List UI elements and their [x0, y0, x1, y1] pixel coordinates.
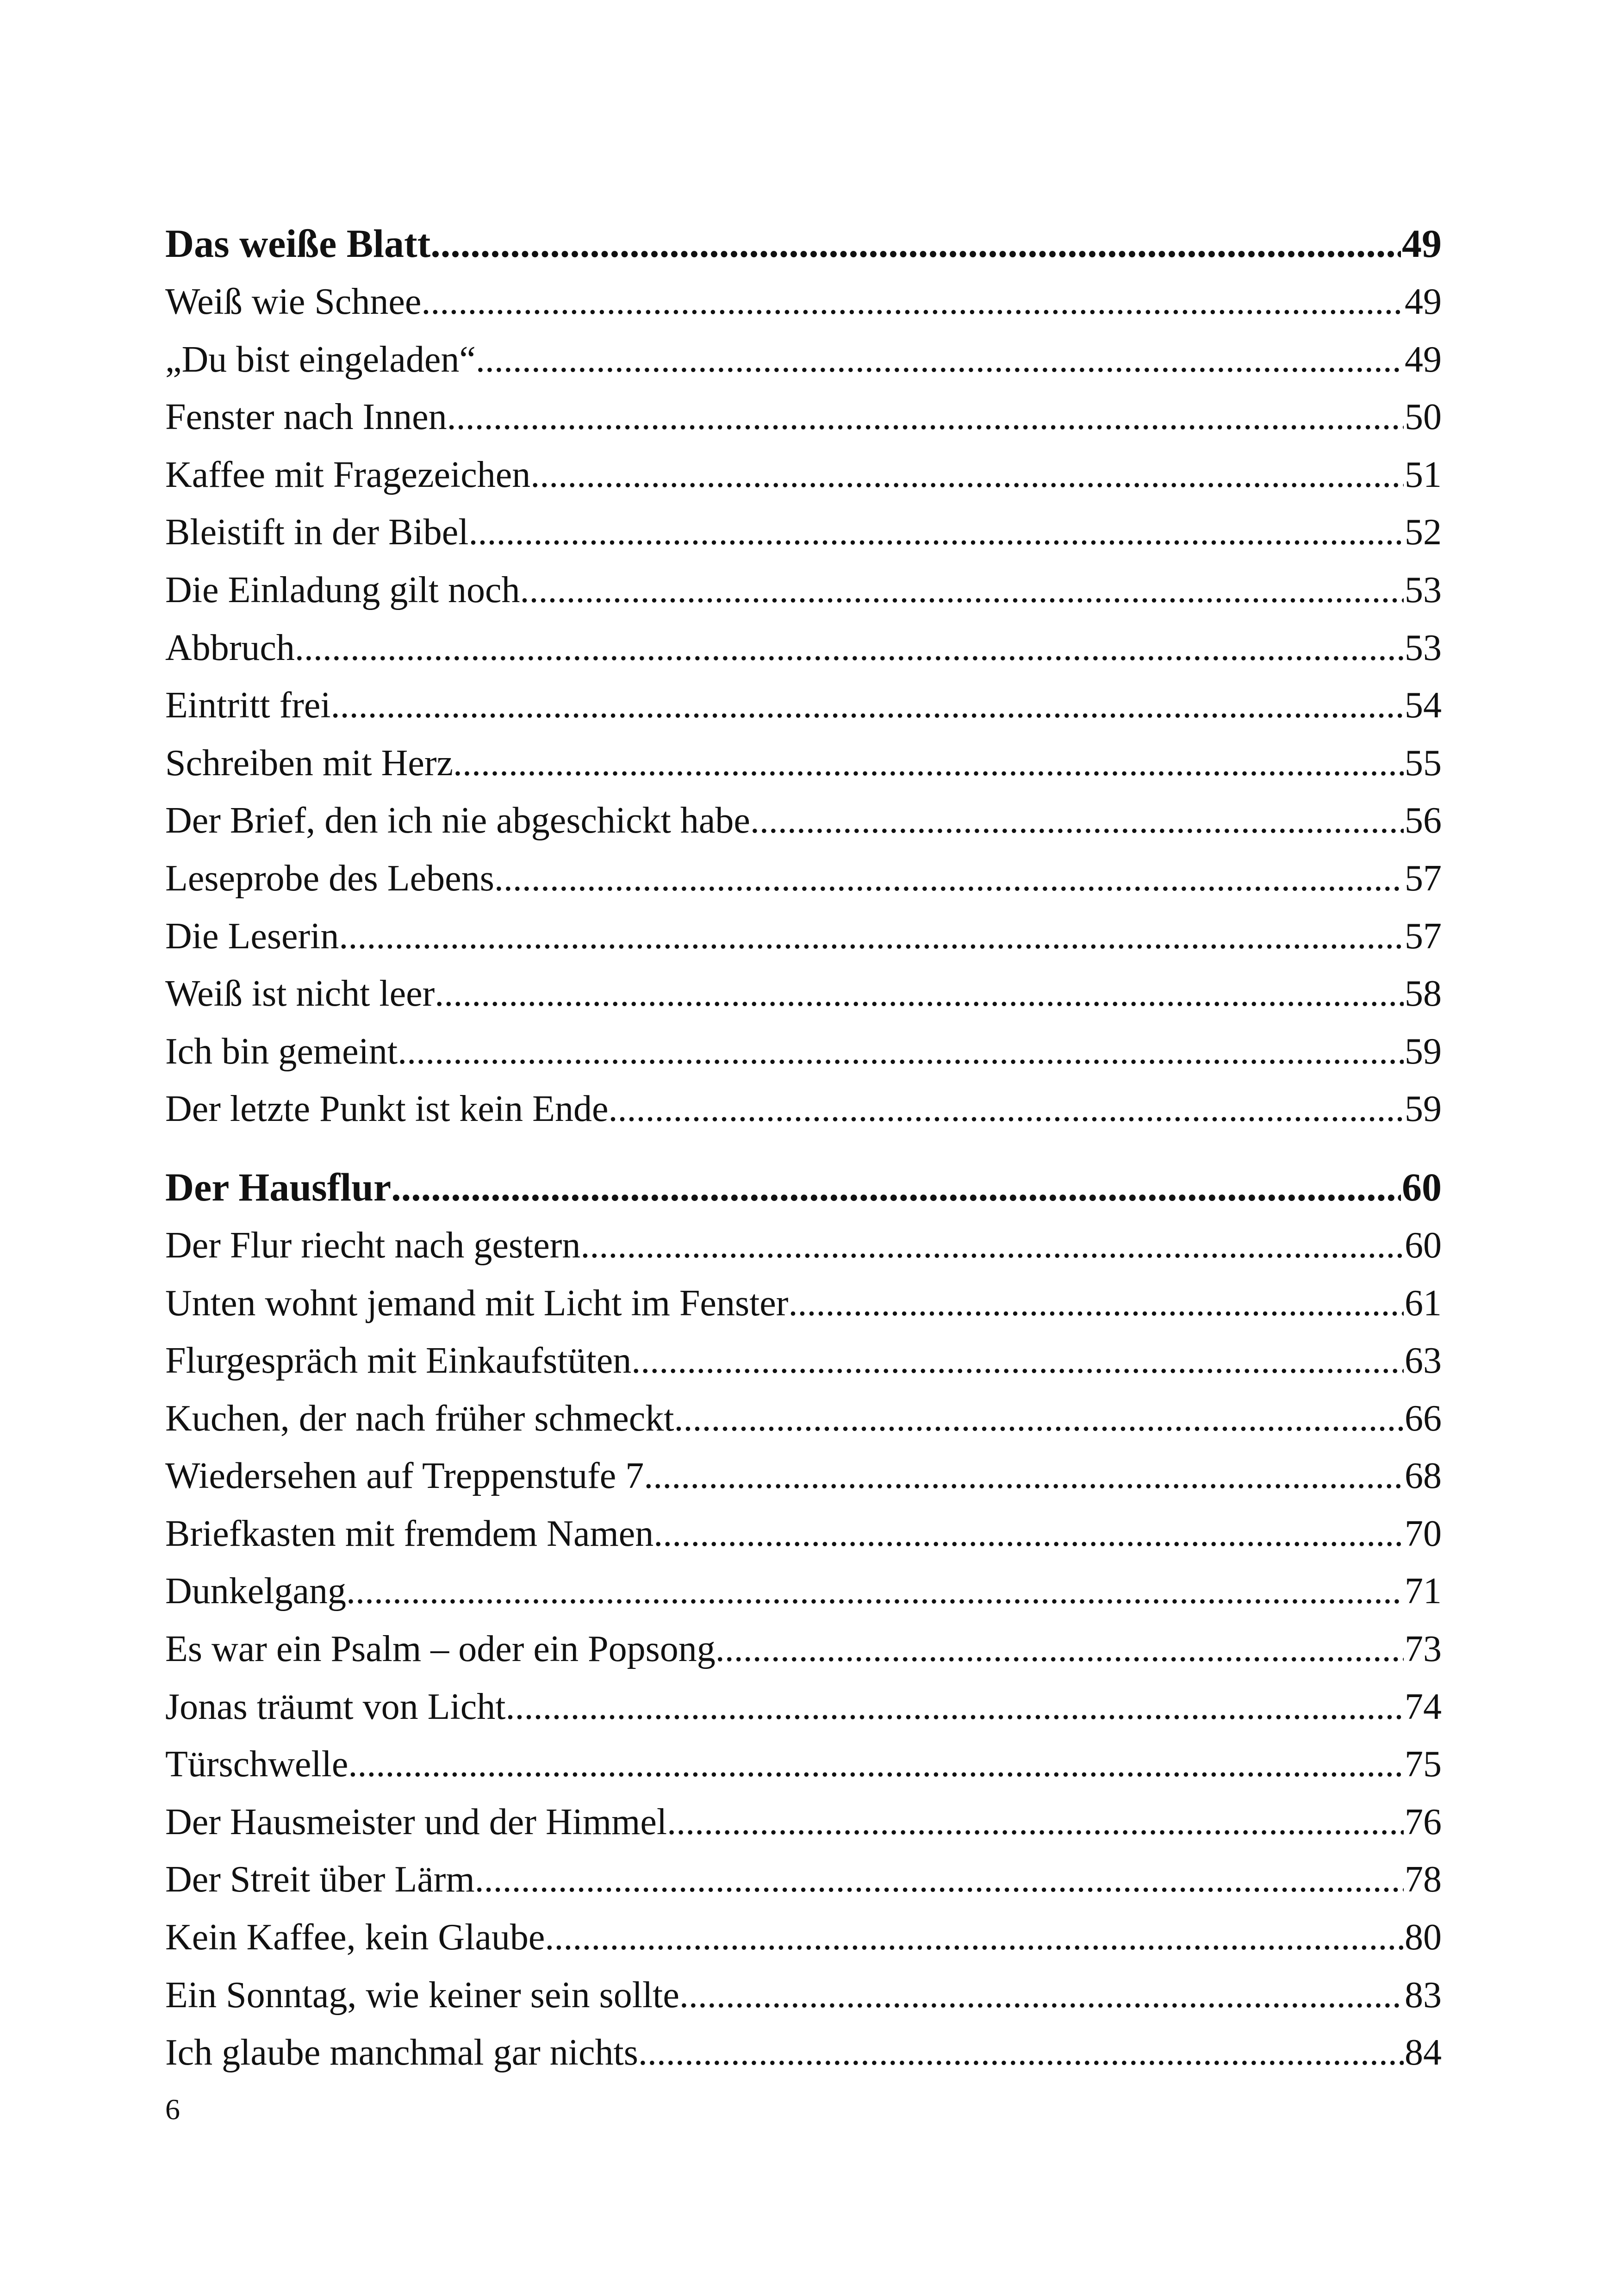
dot-leader — [530, 446, 1404, 504]
toc-entry[interactable] — [165, 1736, 1442, 1793]
entry-page-number: 55 — [1404, 734, 1442, 792]
entry-page-number: 76 — [1404, 1793, 1442, 1851]
toc-entry[interactable] — [165, 388, 1442, 446]
dot-leader — [788, 1275, 1404, 1332]
entry-page-number: 71 — [1404, 1562, 1442, 1620]
entry-title: Ein Sonntag, wie keiner sein sollte — [165, 1974, 679, 2016]
entry-title: Der Hausmeister und der Himmel — [165, 1801, 667, 1842]
dot-leader — [494, 850, 1404, 908]
entry-page-number: 84 — [1404, 2024, 1442, 2082]
dot-leader — [520, 561, 1404, 619]
toc-entry[interactable] — [165, 1217, 1442, 1275]
toc-entry[interactable] — [165, 1390, 1442, 1448]
entry-title: „Du bist eingeladen“ — [165, 339, 476, 380]
dot-leader — [631, 1332, 1404, 1390]
toc-entry[interactable] — [165, 908, 1442, 965]
section-heading[interactable] — [165, 214, 1442, 273]
toc-entry[interactable] — [165, 504, 1442, 561]
entry-title: Abbruch — [165, 627, 295, 668]
page-number: 6 — [165, 2093, 180, 2126]
toc-entry[interactable] — [165, 446, 1442, 504]
dot-leader — [391, 1157, 1401, 1217]
entry-page-number: 73 — [1404, 1620, 1442, 1678]
entry-title: Schreiben mit Herz — [165, 742, 453, 784]
dot-leader — [653, 1505, 1404, 1563]
toc-entry[interactable] — [165, 1562, 1442, 1620]
dot-leader — [331, 677, 1404, 734]
entry-page-number: 53 — [1404, 561, 1442, 619]
entry-title: Ich glaube manchmal gar nichts — [165, 2032, 638, 2073]
dot-leader — [398, 1023, 1404, 1081]
toc-section — [165, 214, 1442, 1138]
toc-entry[interactable] — [165, 677, 1442, 734]
entry-page-number: 80 — [1404, 1909, 1442, 1966]
toc-entry[interactable] — [165, 1332, 1442, 1390]
toc-entry[interactable] — [165, 1793, 1442, 1851]
toc-section — [165, 1157, 1442, 2082]
dot-leader — [476, 331, 1404, 389]
entry-title: Der Flur riecht nach gestern — [165, 1225, 581, 1266]
dot-leader — [346, 1562, 1404, 1620]
entry-title: Die Einladung gilt noch — [165, 569, 520, 610]
toc-entry[interactable] — [165, 734, 1442, 792]
entry-page-number: 74 — [1404, 1678, 1442, 1736]
entry-title: Kein Kaffee, kein Glaube — [165, 1917, 545, 1958]
dot-leader — [430, 214, 1401, 273]
entry-page-number: 68 — [1404, 1447, 1442, 1505]
dot-leader — [609, 1080, 1404, 1138]
section-page-number: 60 — [1401, 1157, 1442, 1217]
dot-leader — [447, 388, 1404, 446]
dot-leader — [580, 1217, 1404, 1275]
entry-title: Kuchen, der nach früher schmeckt — [165, 1398, 674, 1439]
entry-page-number: 49 — [1404, 331, 1442, 389]
entry-title: Jonas träumt von Licht — [165, 1686, 506, 1727]
section-title: Das weiße Blatt — [165, 221, 431, 266]
section-title: Der Hausflur — [165, 1164, 392, 1209]
entry-title: Es war ein Psalm – oder ein Popsong — [165, 1629, 716, 1670]
toc-entry[interactable] — [165, 2024, 1442, 2082]
dot-leader — [667, 1793, 1404, 1851]
entry-title: Der Streit über Lärm — [165, 1859, 475, 1900]
entry-title: Unten wohnt jemand mit Licht im Fenster — [165, 1282, 789, 1324]
entry-title: Flurgespräch mit Einkaufstüten — [165, 1340, 632, 1381]
dot-leader — [644, 1447, 1404, 1505]
entry-page-number: 78 — [1404, 1851, 1442, 1909]
entry-page-number: 57 — [1404, 908, 1442, 965]
toc-entry[interactable] — [165, 273, 1442, 331]
entry-title: Eintritt frei — [165, 685, 331, 726]
toc-entry[interactable] — [165, 1678, 1442, 1736]
dot-leader — [468, 504, 1404, 561]
dot-leader — [475, 1851, 1404, 1909]
toc-entry[interactable] — [165, 1909, 1442, 1966]
toc-entry[interactable] — [165, 561, 1442, 619]
entry-page-number: 63 — [1404, 1332, 1442, 1390]
entry-title: Türschwelle — [165, 1744, 348, 1785]
dot-leader — [674, 1390, 1404, 1448]
entry-title: Kaffee mit Fragezeichen — [165, 454, 531, 495]
toc-entry[interactable] — [165, 1851, 1442, 1909]
dot-leader — [295, 619, 1404, 677]
dot-leader — [339, 908, 1404, 965]
toc-entry[interactable] — [165, 1275, 1442, 1332]
toc-entry[interactable] — [165, 619, 1442, 677]
entry-page-number: 56 — [1404, 792, 1442, 850]
dot-leader — [638, 2024, 1404, 2082]
entry-page-number: 49 — [1404, 273, 1442, 331]
entry-page-number: 60 — [1404, 1217, 1442, 1275]
toc-entry[interactable] — [165, 331, 1442, 389]
toc-entry[interactable] — [165, 792, 1442, 850]
entry-title: Bleistift in der Bibel — [165, 512, 469, 553]
entry-title: Dunkelgang — [165, 1571, 347, 1612]
entry-title: Fenster nach Innen — [165, 397, 447, 438]
entry-title: Weiß wie Schnee — [165, 281, 422, 322]
entry-title: Leseprobe des Lebens — [165, 858, 494, 899]
entry-page-number: 70 — [1404, 1505, 1442, 1563]
entry-page-number: 51 — [1404, 446, 1442, 504]
entry-title: Der letzte Punkt ist kein Ende — [165, 1089, 609, 1130]
entry-title: Briefkasten mit fremdem Namen — [165, 1513, 654, 1554]
entry-page-number: 83 — [1404, 1966, 1442, 2024]
entry-page-number: 75 — [1404, 1736, 1442, 1793]
dot-leader — [679, 1966, 1404, 2024]
entry-page-number: 53 — [1404, 619, 1442, 677]
section-heading[interactable] — [165, 1157, 1442, 1217]
entry-page-number: 57 — [1404, 850, 1442, 908]
dot-leader — [716, 1620, 1404, 1678]
entry-page-number: 52 — [1404, 504, 1442, 561]
toc-entry[interactable] — [165, 1966, 1442, 2024]
entry-title: Weiß ist nicht leer — [165, 973, 435, 1014]
entry-page-number: 61 — [1404, 1275, 1442, 1332]
dot-leader — [750, 792, 1404, 850]
toc-entry[interactable] — [165, 1620, 1442, 1678]
entry-title: Ich bin gemeint — [165, 1031, 398, 1072]
entry-page-number: 58 — [1404, 965, 1442, 1023]
entry-page-number: 59 — [1404, 1023, 1442, 1081]
entry-page-number: 54 — [1404, 677, 1442, 734]
toc-entry[interactable] — [165, 1080, 1442, 1138]
dot-leader — [348, 1736, 1404, 1793]
dot-leader — [505, 1678, 1404, 1736]
dot-leader — [435, 965, 1404, 1023]
entry-page-number: 66 — [1404, 1390, 1442, 1448]
toc-entry[interactable] — [165, 965, 1442, 1023]
dot-leader — [421, 273, 1404, 331]
toc-entry[interactable] — [165, 850, 1442, 908]
entry-page-number: 59 — [1404, 1080, 1442, 1138]
toc-entry[interactable] — [165, 1023, 1442, 1081]
table-of-contents — [165, 214, 1442, 2082]
section-page-number: 49 — [1401, 214, 1442, 273]
toc-entry[interactable] — [165, 1505, 1442, 1563]
entry-title: Die Leserin — [165, 915, 339, 957]
dot-leader — [453, 734, 1404, 792]
dot-leader — [545, 1909, 1404, 1966]
entry-title: Der Brief, den ich nie abgeschickt habe — [165, 800, 750, 841]
entry-title: Wiedersehen auf Treppenstufe 7 — [165, 1456, 644, 1497]
entry-page-number: 50 — [1404, 388, 1442, 446]
toc-entry[interactable] — [165, 1447, 1442, 1505]
